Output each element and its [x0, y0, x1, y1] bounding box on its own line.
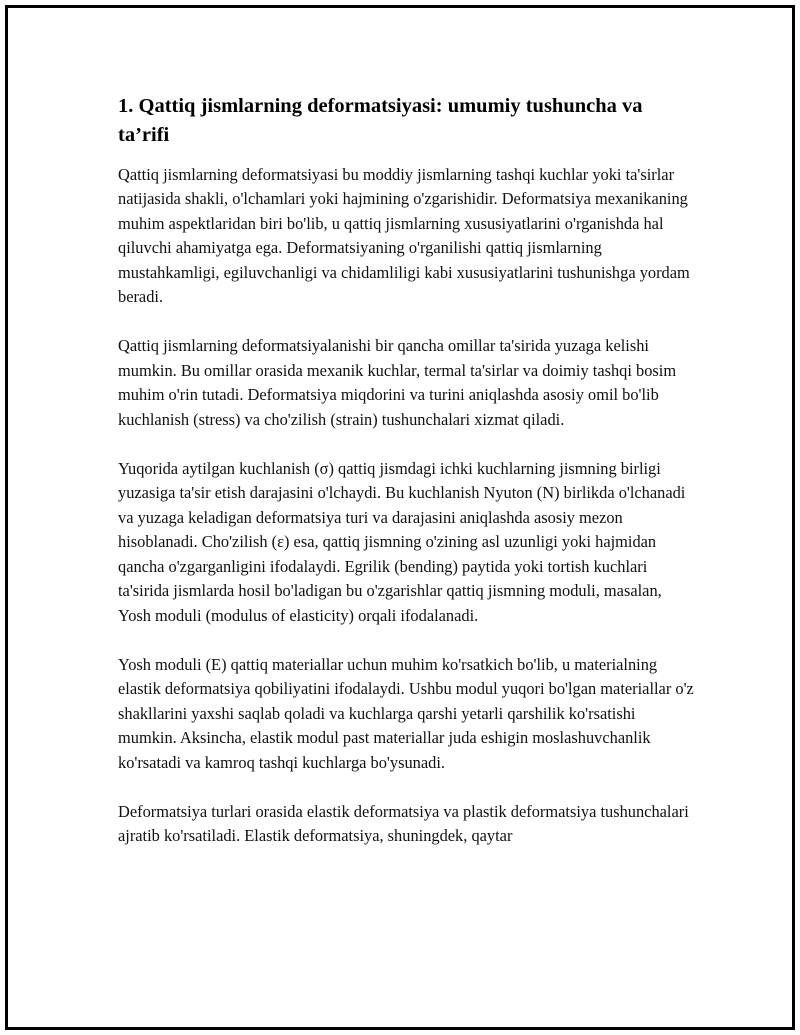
- paragraph-1: Qattiq jismlarning deformatsiyasi bu moddiy jismlarning tashqi kuchlar yoki ta'sirlar natijasida shakli, o'lchamlari yoki hajmining o'zgarishidir. Deformatsiya mexanikaning muhim aspektlaridan biri bo'lib, u qattiq jismlarning xususiyatlarini o'rganishda hal qiluvchi ahamiyatga ega. Deformatsiyaning o'rganilishi qattiq jismlarning mustahkamligi, egiluvchanligi va chidamliligi kabi xususiyatlarini tushunishga yordam beradi.: [118, 165, 690, 307]
- section-heading: 1. Qattiq jismlarning deformatsiyasi: umumiy tushuncha va ta’rifi: [118, 95, 643, 146]
- paragraph-3: Yuqorida aytilgan kuchlanish (σ) qattiq jismdagi ichki kuchlarning jismning birligi yuzasiga ta'sir etish darajasini o'lchaydi. Bu kuchlanish Nyuton (N) birlikda o'lchanadi va yuzaga keladigan deformatsiya turi va darajasini aniqlashda asosiy mezon hisoblanadi. Cho'zilish (ε) esa, qattiq jismning o'zining asl uzunligi yoki hajmidan qancha o'zgarganligini ifodalaydi. Egrilik (bending) paytida yoki tortish kuchlari ta'sirida jismlarda hosil bo'ladigan bu o'zgarishlar qattiq jismning moduli, masalan, Yosh moduli (modulus of elasticity) orqali ifodalanadi.: [118, 459, 686, 625]
- paragraph-2: Qattiq jismlarning deformatsiyalanishi bir qancha omillar ta'sirida yuzaga kelishi mumkin. Bu omillar orasida mexanik kuchlar, termal ta'sirlar va doimiy tashqi bosim muhim o'rin tutadi. Deformatsiya miqdorini va turini aniqlashda asosiy omil bo'lib kuchlanish (stress) va cho'zilish (strain) tushunchalari xizmat qiladi.: [118, 336, 677, 429]
- document-body: [118, 92, 698, 874]
- paragraph-4: Yosh moduli (E) qattiq materiallar uchun muhim ko'rsatkich bo'lib, u materialning elastik deformatsiya qobiliyatini ifodalaydi. Ushbu modul yuqori bo'lgan materiallar o'z shakllarini yaxshi saqlab qoladi va kuchlarga qarshi yetarli qarshilik ko'rsatishi mumkin. Aksincha, elastik modul past materiallar juda eshigin moslashuvchanlik ko'rsatadi va kamroq tashqi kuchlarga bo'ysunadi.: [118, 654, 694, 772]
- paragraph-5: Deformatsiya turlari orasida elastik deformatsiya va plastik deformatsiya tushunchalari ajratib ko'rsatiladi. Elastik deformatsiya, shuningdek, qaytar: [118, 801, 689, 846]
